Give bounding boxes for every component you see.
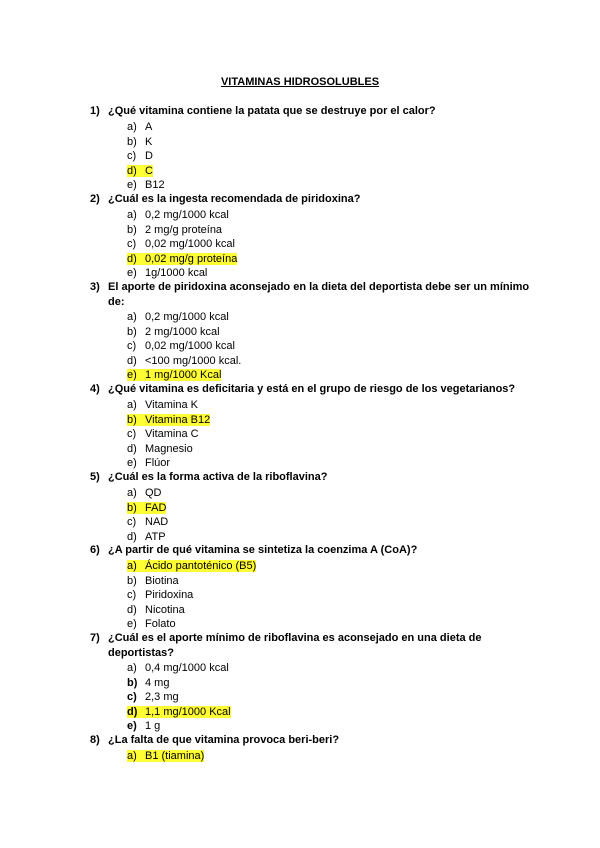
option-letter: b) bbox=[127, 501, 137, 514]
answer-content bbox=[127, 662, 229, 674]
option-letter: c) bbox=[127, 340, 137, 353]
answer-content bbox=[127, 340, 235, 352]
answer-content bbox=[127, 311, 229, 323]
page-title: VITAMINAS HIDROSOLUBLES bbox=[220, 76, 380, 88]
answer-option bbox=[127, 617, 176, 632]
option-text: 1,1 mg/1000 Kcal bbox=[145, 705, 231, 718]
answer-option bbox=[127, 339, 235, 354]
question-text: El aporte de piridoxina aconsejado en la dieta del deportista debe ser un mínimo de: bbox=[108, 281, 530, 308]
answer-option bbox=[127, 398, 198, 413]
option-text: <100 mg/1000 kcal. bbox=[145, 354, 242, 367]
option-text: B1 (tiamina) bbox=[145, 750, 205, 762]
highlighted-answer bbox=[127, 560, 256, 572]
answer-option bbox=[127, 325, 220, 340]
option-text: Piridoxina bbox=[145, 589, 194, 602]
answer-option bbox=[127, 252, 237, 267]
answer-option bbox=[127, 208, 229, 223]
answer-option bbox=[127, 559, 256, 574]
highlighted-answer bbox=[127, 750, 204, 762]
question-text: ¿Cuál es la ingesta recomendada de piridoxina? bbox=[108, 193, 361, 205]
question-7 bbox=[90, 631, 530, 661]
answer-option bbox=[127, 456, 170, 471]
option-text: A bbox=[145, 121, 153, 133]
answer-option bbox=[127, 501, 166, 516]
option-letter: b) bbox=[127, 325, 137, 338]
option-text: Vitamina K bbox=[145, 399, 198, 411]
answer-content bbox=[127, 150, 153, 162]
answer-content bbox=[127, 238, 235, 250]
answer-option bbox=[127, 120, 152, 135]
option-text: QD bbox=[145, 487, 162, 499]
option-letter: e) bbox=[127, 179, 137, 192]
option-letter: b) bbox=[127, 574, 137, 587]
answer-option bbox=[127, 354, 241, 369]
question-text: ¿La falta de que vitamina provoca beri-beri? bbox=[108, 734, 340, 746]
question-number: 4) bbox=[90, 383, 100, 395]
answer-content bbox=[127, 516, 168, 528]
option-text: D bbox=[145, 150, 153, 163]
option-letter: e) bbox=[127, 457, 137, 470]
option-letter: c) bbox=[127, 691, 137, 704]
highlighted-answer bbox=[127, 414, 210, 426]
answer-content bbox=[127, 575, 179, 587]
option-letter: b) bbox=[127, 676, 138, 689]
question-8 bbox=[90, 733, 530, 748]
option-text: Vitamina B12 bbox=[145, 413, 211, 426]
option-text: ATP bbox=[145, 530, 166, 543]
option-letter: e) bbox=[127, 267, 137, 280]
answer-content bbox=[127, 209, 229, 221]
highlighted-answer bbox=[127, 165, 153, 177]
answer-option bbox=[127, 223, 222, 238]
question-5 bbox=[90, 470, 530, 485]
question-number: 5) bbox=[90, 471, 100, 483]
option-text: 2 mg/g proteína bbox=[145, 223, 223, 236]
option-letter: a) bbox=[127, 487, 137, 499]
option-letter: a) bbox=[127, 311, 137, 323]
answer-option bbox=[127, 413, 210, 428]
answer-content bbox=[127, 618, 176, 630]
option-letter: d) bbox=[127, 164, 137, 177]
answer-content bbox=[127, 224, 222, 236]
question-6 bbox=[90, 543, 530, 558]
answer-option bbox=[127, 749, 204, 764]
option-text: C bbox=[145, 164, 153, 177]
option-letter: a) bbox=[127, 662, 137, 674]
answer-option bbox=[127, 486, 162, 501]
option-letter: c) bbox=[127, 428, 137, 441]
question-number: 3) bbox=[90, 281, 100, 293]
answer-content bbox=[127, 428, 199, 440]
option-text: 0,02 mg/g proteína bbox=[145, 252, 238, 265]
option-text: 1 g bbox=[145, 720, 161, 733]
answer-content bbox=[127, 179, 165, 191]
answer-content bbox=[127, 443, 193, 455]
option-letter: e) bbox=[127, 618, 137, 631]
option-text: Biotina bbox=[145, 574, 179, 587]
answer-option bbox=[127, 310, 229, 325]
answer-option bbox=[127, 135, 152, 150]
highlighted-answer bbox=[127, 502, 166, 514]
question-3 bbox=[90, 280, 530, 310]
option-text: 0,4 mg/1000 kcal bbox=[145, 662, 229, 674]
option-letter: a) bbox=[127, 750, 137, 762]
question-1 bbox=[90, 104, 530, 119]
option-letter: c) bbox=[127, 150, 137, 163]
option-text: Flúor bbox=[145, 457, 171, 470]
highlighted-answer bbox=[127, 706, 231, 718]
option-letter: d) bbox=[127, 354, 137, 367]
answer-content bbox=[127, 121, 152, 133]
answer-content bbox=[127, 604, 185, 616]
option-text: 4 mg bbox=[145, 676, 170, 689]
answer-content bbox=[127, 720, 160, 732]
option-letter: c) bbox=[127, 238, 137, 251]
option-text: FAD bbox=[145, 501, 167, 514]
question-text: ¿Cuál es el aporte mínimo de riboflavina es aconsejado en una dieta de deportistas? bbox=[108, 632, 482, 659]
option-text: Ácido pantoténico (B5) bbox=[145, 560, 257, 572]
answer-option bbox=[127, 149, 153, 164]
answer-content bbox=[127, 677, 169, 689]
option-text: 0,2 mg/1000 kcal bbox=[145, 311, 229, 323]
option-letter: c) bbox=[127, 516, 137, 529]
answer-option bbox=[127, 676, 169, 691]
option-text: Vitamina C bbox=[145, 428, 199, 441]
question-number: 6) bbox=[90, 544, 100, 556]
answer-content bbox=[127, 136, 152, 148]
option-letter: d) bbox=[127, 442, 137, 455]
answer-content bbox=[127, 457, 170, 469]
question-number: 7) bbox=[90, 632, 100, 644]
answer-option bbox=[127, 719, 160, 734]
option-letter: d) bbox=[127, 705, 138, 718]
answer-content bbox=[127, 267, 207, 279]
option-text: 0,02 mg/1000 kcal bbox=[145, 238, 235, 251]
option-text: 1 mg/1000 Kcal bbox=[145, 369, 222, 382]
question-number: 8) bbox=[90, 734, 100, 746]
answer-option bbox=[127, 574, 179, 589]
answer-content bbox=[127, 487, 162, 499]
answer-option bbox=[127, 266, 207, 281]
option-letter: d) bbox=[127, 603, 137, 616]
question-number: 2) bbox=[90, 193, 100, 205]
question-text: ¿Qué vitamina es deficitaria y está en el grupo de riesgo de los vegetarianos? bbox=[108, 383, 516, 395]
question-text: ¿A partir de qué vitamina se sintetiza la coenzima A (CoA)? bbox=[108, 544, 418, 556]
option-text: Folato bbox=[145, 618, 176, 631]
option-text: K bbox=[145, 135, 153, 148]
option-letter: b) bbox=[127, 413, 137, 426]
option-text: 0,02 mg/1000 kcal bbox=[145, 340, 235, 353]
option-letter: b) bbox=[127, 223, 137, 236]
answer-option bbox=[127, 164, 153, 179]
option-text: 2,3 mg bbox=[145, 691, 179, 704]
option-text: NAD bbox=[145, 516, 169, 529]
answer-option bbox=[127, 603, 185, 618]
answer-option bbox=[127, 178, 165, 193]
question-4 bbox=[90, 382, 530, 397]
option-text: 0,2 mg/1000 kcal bbox=[145, 209, 229, 221]
option-letter: a) bbox=[127, 121, 137, 133]
answer-content bbox=[127, 399, 198, 411]
question-text: ¿Cuál es la forma activa de la riboflavina? bbox=[108, 471, 328, 483]
option-letter: e) bbox=[127, 369, 137, 382]
answer-option bbox=[127, 690, 179, 705]
answer-option bbox=[127, 368, 221, 383]
option-text: Magnesio bbox=[145, 442, 193, 455]
answer-option bbox=[127, 442, 193, 457]
option-text: B12 bbox=[145, 179, 165, 192]
answer-content bbox=[127, 589, 193, 601]
option-text: Nicotina bbox=[145, 603, 185, 616]
answer-option bbox=[127, 588, 193, 603]
highlighted-answer bbox=[127, 369, 221, 381]
option-letter: a) bbox=[127, 560, 137, 572]
answer-option bbox=[127, 237, 235, 252]
question-text: ¿Qué vitamina contiene la patata que se destruye por el calor? bbox=[108, 105, 436, 117]
answer-option bbox=[127, 705, 231, 720]
option-letter: d) bbox=[127, 252, 137, 265]
question-2 bbox=[90, 192, 530, 207]
answer-option bbox=[127, 427, 199, 442]
option-text: 2 mg/1000 kcal bbox=[145, 325, 220, 338]
option-letter: b) bbox=[127, 135, 137, 148]
answer-content bbox=[127, 531, 166, 543]
answer-content bbox=[127, 691, 179, 703]
option-letter: c) bbox=[127, 589, 137, 602]
option-letter: d) bbox=[127, 530, 137, 543]
answer-content bbox=[127, 326, 220, 338]
answer-option bbox=[127, 661, 229, 676]
question-number: 1) bbox=[90, 105, 100, 117]
option-letter: a) bbox=[127, 209, 137, 221]
option-letter: a) bbox=[127, 399, 137, 411]
answer-content bbox=[127, 355, 241, 367]
option-letter: e) bbox=[127, 720, 137, 733]
answer-option bbox=[127, 515, 168, 530]
option-text: 1g/1000 kcal bbox=[145, 267, 208, 280]
highlighted-answer bbox=[127, 253, 237, 265]
